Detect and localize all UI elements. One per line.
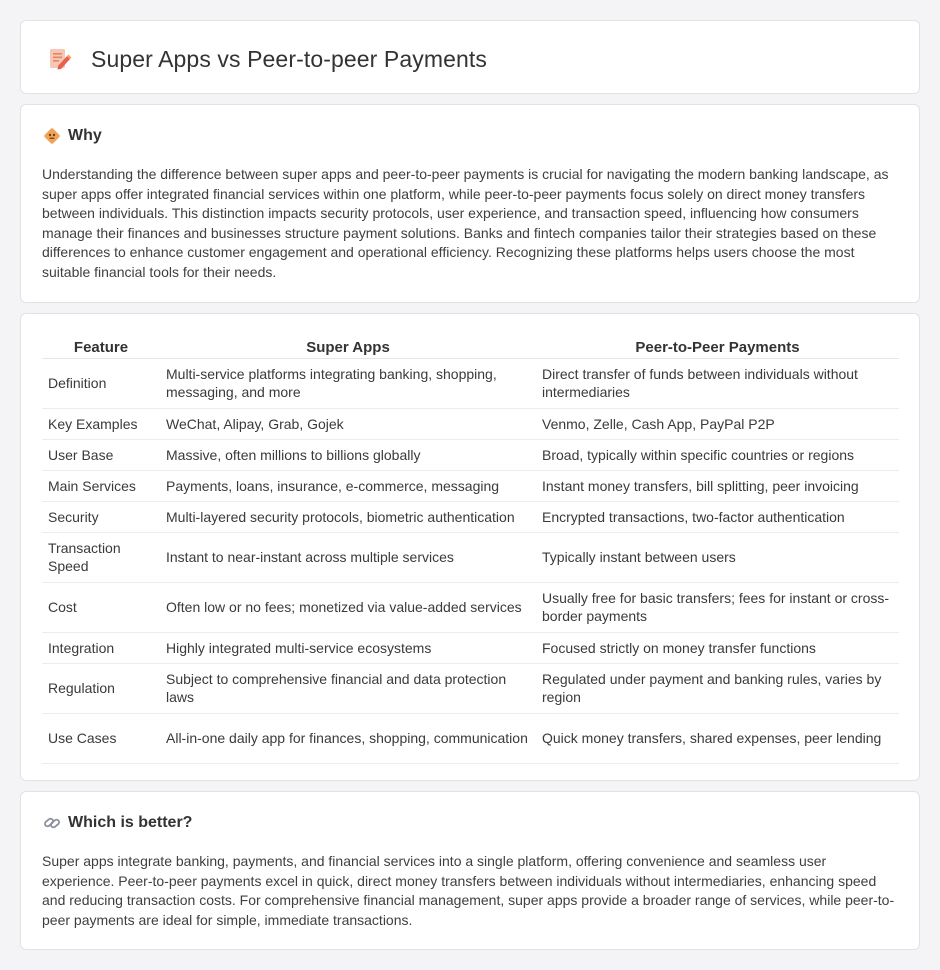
feature-cell: Use Cases: [42, 713, 160, 763]
super-apps-cell: Instant to near-instant across multiple services: [160, 532, 536, 582]
super-apps-cell: Often low or no fees; monetized via value-added services: [160, 582, 536, 632]
better-heading-row: [43, 814, 192, 832]
p2p-cell: Focused strictly on money transfer functions: [536, 632, 899, 663]
p2p-cell: Venmo, Zelle, Cash App, PayPal P2P: [536, 408, 899, 439]
diamond-warning-icon: [43, 127, 61, 145]
table-row: [42, 713, 899, 763]
table-row: [42, 358, 899, 408]
column-header: Peer-to-Peer Payments: [536, 337, 899, 358]
feature-cell: Integration: [42, 632, 160, 663]
super-apps-cell: Massive, often millions to billions globally: [160, 439, 536, 470]
column-header: Feature: [42, 337, 160, 358]
better-text: Super apps integrate banking, payments, and financial services into a single platform, offering convenience and seamless user experience. Peer-to-peer payments excel in quick, direct money transfers between individuals without intermediaries, enhancing speed and reducing transaction costs. For comprehensive financial management, super apps provide a broader range of services, while peer-to-peer payments are ideal for simple, immediate transactions.: [42, 853, 895, 928]
table-row: [42, 663, 899, 713]
link-icon: [43, 814, 61, 832]
table-row: [42, 582, 899, 632]
column-header: Super Apps: [160, 337, 536, 358]
super-apps-cell: WeChat, Alipay, Grab, Gojek: [160, 408, 536, 439]
better-heading: Which is better?: [68, 814, 193, 831]
super-apps-cell: Multi-layered security protocols, biometric authentication: [160, 501, 536, 532]
super-apps-cell: All-in-one daily app for finances, shopping, communication: [160, 713, 536, 763]
title-card: [20, 20, 920, 94]
p2p-cell: Typically instant between users: [536, 532, 899, 582]
table-row: [42, 439, 899, 470]
feature-cell: User Base: [42, 439, 160, 470]
p2p-cell: Usually free for basic transfers; fees for instant or cross-border payments: [536, 582, 899, 632]
which-is-better-section: [20, 791, 920, 950]
p2p-cell: Direct transfer of funds between individuals without intermediaries: [536, 358, 899, 408]
why-text: Understanding the difference between super apps and peer-to-peer payments is crucial for navigating the modern banking landscape, as super apps offer integrated financial services within one platform, while peer-to-peer payments focus solely on direct money transfers between individuals. This distinction impacts security protocols, user experience, and transaction speed, influencing how consumers manage their finances and businesses structure payment solutions. Banks and fintech companies tailor their strategies based on these differences to enhance customer engagement and operational efficiency. Recognizing these platforms helps users choose the most suitable financial tools for their needs.: [42, 166, 889, 280]
why-heading: Why: [68, 127, 102, 144]
document-edit-icon: [45, 45, 73, 73]
feature-cell: Definition: [42, 358, 160, 408]
super-apps-cell: Subject to comprehensive financial and data protection laws: [160, 663, 536, 713]
p2p-cell: Quick money transfers, shared expenses, peer lending: [536, 713, 899, 763]
feature-cell: Cost: [42, 582, 160, 632]
p2p-cell: Broad, typically within specific countries or regions: [536, 439, 899, 470]
super-apps-cell: Multi-service platforms integrating banking, shopping, messaging, and more: [160, 358, 536, 408]
table-header-row: [42, 337, 899, 358]
super-apps-cell: Payments, loans, insurance, e-commerce, messaging: [160, 470, 536, 501]
super-apps-cell: Highly integrated multi-service ecosystems: [160, 632, 536, 663]
table-row: [42, 501, 899, 532]
feature-cell: Key Examples: [42, 408, 160, 439]
p2p-cell: Instant money transfers, bill splitting, peer invoicing: [536, 470, 899, 501]
title-row: [45, 45, 487, 73]
table-row: [42, 470, 899, 501]
table-row: [42, 408, 899, 439]
why-section: [20, 104, 920, 303]
feature-cell: Regulation: [42, 663, 160, 713]
feature-cell: Security: [42, 501, 160, 532]
feature-cell: Main Services: [42, 470, 160, 501]
table-row: [42, 632, 899, 663]
table-row: [42, 532, 899, 582]
p2p-cell: Regulated under payment and banking rules, varies by region: [536, 663, 899, 713]
feature-cell: Transaction Speed: [42, 532, 160, 582]
comparison-table: [42, 337, 899, 764]
page-title: Super Apps vs Peer-to-peer Payments: [91, 45, 487, 72]
comparison-section: [20, 313, 920, 781]
why-heading-row: [43, 127, 102, 145]
p2p-cell: Encrypted transactions, two-factor authentication: [536, 501, 899, 532]
